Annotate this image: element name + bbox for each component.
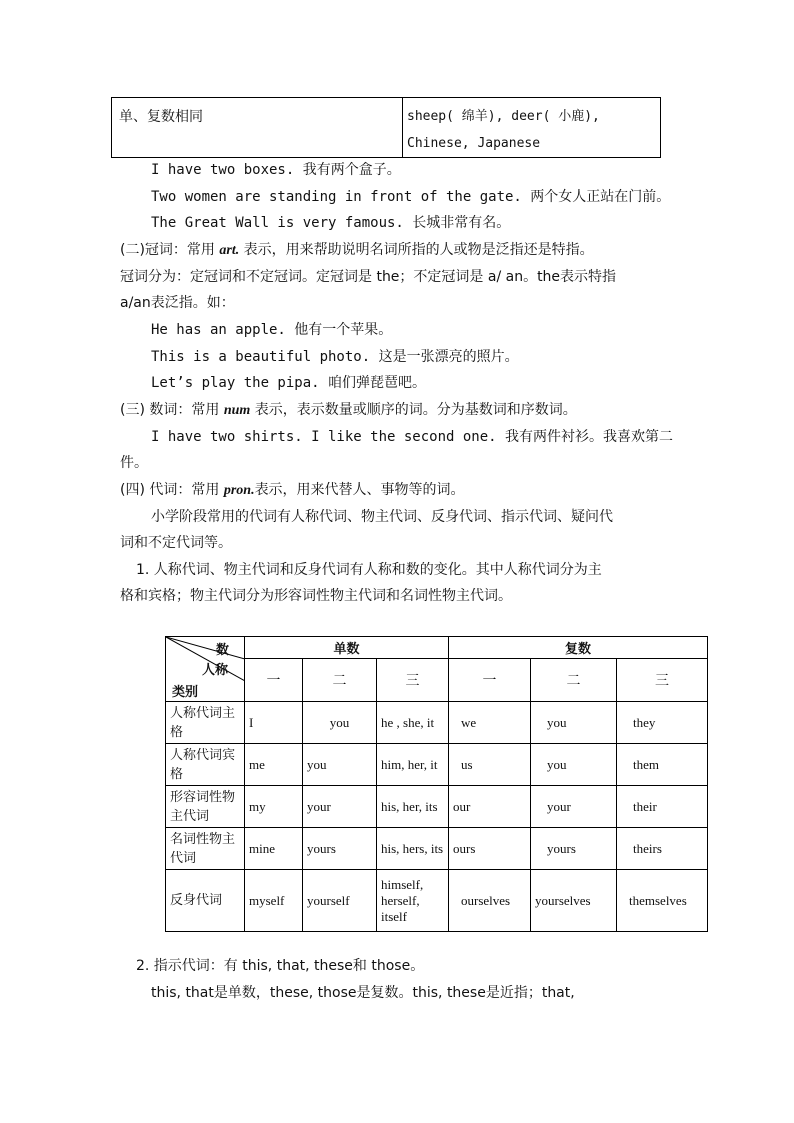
numeral-heading [120,399,577,419]
abbr: pron. [223,483,255,498]
table-cell: theirs [617,828,708,870]
row-label: 形容词性物主代词 [166,786,245,828]
example-sentence: Two women are standing in front of the gate. 两个女人正站在门前。 [151,189,671,205]
table-cell: his, her, its [377,786,449,828]
text: 表示，用来帮助说明名词所指的人或物是泛指还是特指。 [239,242,594,258]
table-cell: our [449,786,531,828]
table-cell: yours [303,828,377,870]
example-sentence: The Great Wall is very famous. 长城非常有名。 [151,215,511,231]
header-singular: 单数 [245,637,449,659]
table-cell: yourself [303,870,377,932]
table-cell: yourselves [531,870,617,932]
table-cell: he , she, it [377,702,449,744]
table-cell: ourselves [449,870,531,932]
table-cell: him, her, it [377,744,449,786]
table-cell: them [617,744,708,786]
example-line: sheep( 绵羊), deer( 小鹿), [407,109,600,124]
table-cell: themselves [617,870,708,932]
rule-cell: 单、复数相同 [112,98,403,158]
example-sentence: I have two shirts. I like the second one. 我有两件衬衫。我喜欢第二 [151,429,674,445]
table-cell: his, hers, its [377,828,449,870]
row-label: 人称代词主格 [166,702,245,744]
pronoun-heading [120,479,465,499]
plural-same-table [111,97,661,158]
example-sentence: He has an apple. 他有一个苹果。 [151,322,393,338]
table-row [166,702,708,744]
table-cell: your [303,786,377,828]
paragraph-line: 词和不定代词等。 [120,535,232,551]
example-sentence: This is a beautiful photo. 这是一张漂亮的照片。 [151,349,519,365]
abbr: num [223,403,251,418]
person-third: 三 [377,659,449,702]
table-cell: we [449,702,531,744]
paragraph-line: 冠词分为：定冠词和不定冠词。定冠词是 the；不定冠词是 a/ an。the表示特指 [120,269,617,285]
diagonal-header [166,637,245,702]
row-label: 人称代词宾格 [166,744,245,786]
paragraph-line: a/an表泛指。如： [120,295,235,311]
text: (四) 代词：常用 [120,482,224,498]
table-cell: I [245,702,303,744]
table-cell: you [531,744,617,786]
paragraph-line: 格和宾格；物主代词分为形容词性物主代词和名词性物主代词。 [120,588,512,604]
table-cell: you [531,702,617,744]
table-row [112,98,661,158]
example-sentence: Let’s play the pipa. 咱们弹琵琶吧。 [151,375,427,391]
person-second: 二 [303,659,377,702]
table-row [166,659,708,702]
paragraph-line: 小学阶段常用的代词有人称代词、物主代词、反身代词、指示代词、疑问代 [151,509,613,525]
table-row [166,870,708,932]
text: (二)冠词：常用 [120,242,220,258]
table-row [166,637,708,659]
table-cell: their [617,786,708,828]
header-plural: 复数 [449,637,708,659]
table-cell: your [531,786,617,828]
table-cell: my [245,786,303,828]
header-category: 类别 [172,685,199,700]
table-row [166,786,708,828]
table-cell: ours [449,828,531,870]
row-label: 反身代词 [166,870,245,932]
table-cell: they [617,702,708,744]
table-cell: me [245,744,303,786]
table-cell: you [303,744,377,786]
table-row [166,744,708,786]
person-second: 二 [531,659,617,702]
text: 表示，用来代替人、事物等的词。 [254,482,465,498]
paragraph-line: this, that是单数，these, those是复数。this, these是近指；that, [151,985,575,1001]
list-item: 2. 指示代词：有 this, that, these和 those。 [136,958,425,974]
example-cell [403,98,661,158]
table-cell: you [303,702,377,744]
header-person: 人称 [202,663,229,678]
table-cell: us [449,744,531,786]
table-cell: himself, herself, itself [377,870,449,932]
text: (三) 数词：常用 [120,402,224,418]
text: 表示，表示数量或顺序的词。分为基数词和序数词。 [250,402,577,418]
table-cell: mine [245,828,303,870]
article-heading [120,239,594,259]
paragraph-line: 件。 [120,455,148,471]
list-item: 1. 人称代词、物主代词和反身代词有人称和数的变化。其中人称代词分为主 [136,562,602,578]
header-number: 数 [216,643,230,658]
person-third: 三 [617,659,708,702]
abbr: art. [219,243,240,258]
example-sentence: I have two boxes. 我有两个盒子。 [151,162,401,178]
person-first: 一 [449,659,531,702]
table-cell: yours [531,828,617,870]
pronoun-table [165,636,708,932]
row-label: 名词性物主代词 [166,828,245,870]
table-cell: myself [245,870,303,932]
example-line: Chinese, Japanese [407,136,541,151]
table-row [166,828,708,870]
person-first: 一 [245,659,303,702]
